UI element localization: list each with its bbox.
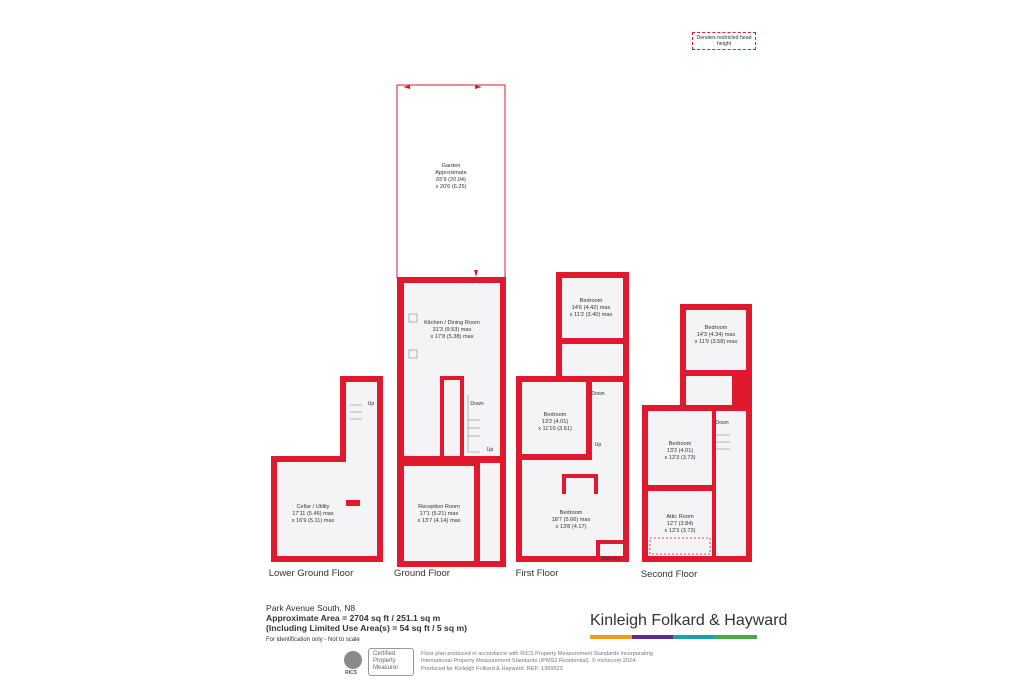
garden-label: Garden (441, 163, 461, 169)
property-info (266, 603, 467, 645)
ff-bedroom2-dim1: 13'2 (4.01) (541, 419, 569, 425)
lower-ground-floor-plan (269, 376, 383, 579)
badge-line2: Property (373, 658, 396, 664)
garden-dim2: x 20'6 (6.25) (435, 184, 467, 190)
rics-logo-icon (344, 651, 362, 669)
ground-down-marker: Down (470, 401, 484, 407)
property-area: Approximate Area = 2704 sq ft / 251.1 sq m (266, 613, 441, 623)
ff-bedroom1-dim2: x 11'2 (3.40) max (569, 312, 613, 318)
brand-bar-teal (673, 635, 715, 639)
attic-dim2: x 12'3 (3.73) (664, 528, 696, 534)
kitchen-dim2: x 17'8 (5.38) max (430, 334, 474, 340)
second-floor-plan (641, 304, 752, 580)
agent-brand-name: Kinleigh Folkard & Hayward (590, 612, 788, 629)
badge-line3: Measurer (373, 665, 399, 671)
lower-ground-floor-label: Lower Ground Floor (268, 568, 354, 579)
brand-bar-purple (632, 635, 673, 639)
first-floor-plan (516, 272, 629, 579)
cellar-dim1: 17'11 (5.46) max (292, 511, 334, 517)
rics-badge (344, 648, 414, 676)
sf-down-marker: Down (715, 420, 729, 426)
ff-down-marker: Down (591, 391, 605, 397)
sf-bedroom2-dim1: 13'2 (4.01) (666, 448, 694, 454)
attic-label: Attic Room (666, 514, 694, 520)
property-address: Park Avenue South, N8 (266, 603, 356, 613)
sf-bedroom2-dim2: x 12'3 (3.73) (664, 455, 696, 461)
fine-print-line1: Floor plan produced in accordance with RICS Property Measurement Standards incorporating (421, 651, 653, 657)
fine-print-line2: International Property Measurement Standards (IPMS2 Residential). © nichecom 2024. (421, 658, 637, 665)
ff-bedroom3-dim1: 18'7 (5.66) max (551, 517, 591, 523)
restricted-height-legend: Denotes restricted head height (692, 32, 756, 50)
sf-bedroom1-label: Bedroom (704, 325, 728, 331)
garden-sub: Approximate (435, 170, 467, 176)
rics-logo-label: RICS (345, 670, 357, 676)
ff-bedroom3-label: Bedroom (559, 510, 583, 516)
fine-print (421, 651, 721, 673)
ff-bedroom2-label: Bedroom (543, 412, 567, 418)
kitchen-dim1: 31'3 (9.53) max (432, 327, 472, 333)
ff-bedroom1-label: Bedroom (579, 298, 603, 304)
garden-area (397, 85, 505, 278)
property-limited-area: (Including Limited Use Area(s) = 54 sq ft / 5 sq m) (266, 623, 467, 633)
kitchen-label: Kitchen / Dining Room (424, 320, 480, 326)
reception-label: Reception Room (418, 504, 460, 510)
ff-up-marker: Up (594, 442, 602, 448)
ff-bedroom3-dim2: x 13'8 (4.17) (555, 524, 587, 530)
balcony-marker: Balcony (601, 556, 621, 562)
cellar-dim2: x 16'9 (5.11) max (291, 518, 335, 524)
reception-dim2: x 13'7 (4.14) max (417, 518, 461, 524)
brand-bar-green (715, 635, 757, 639)
cellar-label: Cellar / Utility (296, 504, 330, 510)
ground-floor-label: Ground Floor (394, 568, 450, 579)
reception-dim1: 17'1 (5.21) max (419, 511, 459, 517)
second-floor-label: Second Floor (640, 569, 698, 580)
sf-bedroom1-dim2: x 11'9 (3.58) max (694, 339, 738, 345)
ground-up-marker: Up (486, 447, 494, 453)
badge-line1: Certified (373, 651, 396, 657)
brand-bar-orange (590, 635, 632, 639)
certified-measurer-badge (368, 648, 414, 676)
garden-dim1: 65'9 (20.04) (436, 177, 466, 183)
lower-up-marker: Up (367, 401, 375, 407)
ff-bedroom2-dim2: x 11'10 (3.61) (538, 426, 572, 432)
ff-bedroom1-dim1: 14'6 (4.42) max (571, 305, 611, 311)
ground-floor-plan (394, 277, 506, 579)
identification-note: For identification only - Not to scale (266, 637, 360, 643)
attic-dim1: 12'7 (3.84) (666, 521, 694, 527)
fine-print-line3: Produced for Kinleigh Folkard & Hayward. REF: 1369623 (421, 665, 563, 672)
first-floor-label: First Floor (515, 568, 559, 579)
sf-bedroom1-dim1: 14'3 (4.34) max (696, 332, 736, 338)
sf-bedroom2-label: Bedroom (668, 441, 692, 447)
